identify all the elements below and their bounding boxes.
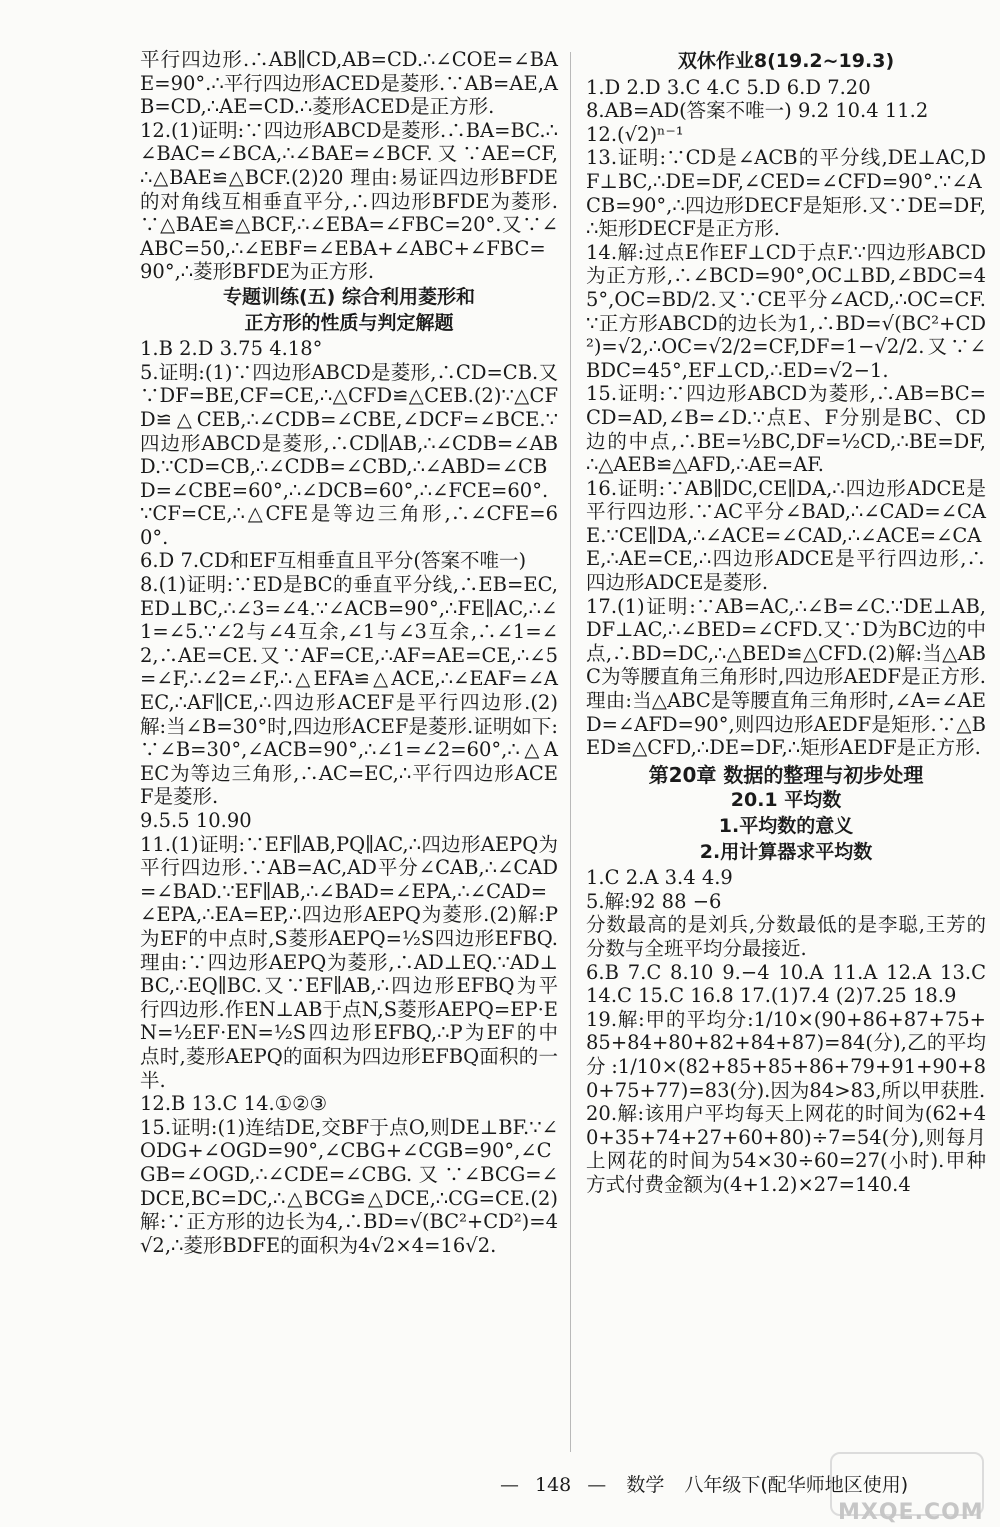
- section-heading: 正方形的性质与判定解题: [244, 311, 454, 334]
- answer-block: 平行四边形.∴AB∥CD,AB=CD.∴∠COE=∠BAE=90°.∴平行四边形ACED是菱形.∵AB=AE,AB=CD,∴AE=CD.∴菱形ACED是正方形.: [140, 48, 558, 119]
- page-number: 148: [535, 1474, 572, 1496]
- watermark-text: MXQE.COM: [838, 1500, 984, 1525]
- column-divider: [570, 52, 571, 1452]
- answer-block: 14.解:过点E作EF⊥CD于点F.∵四边形ABCD为正方形,∴∠BCD=90°,OC⊥BD,∠BDC=45°,OC=BD/2.又∵CE平分∠ACD,∴OC=CF.∵正方形ABCD的边长为1,∴BD=√(BC²+CD²)=√2,∴OC=√2/2=CF,DF=1−√2/2.又∵∠BDC=45°,EF⊥CD,∴ED=√2−1.: [586, 240, 986, 382]
- chapter-heading: 第20章 数据的整理与初步处理: [648, 762, 924, 787]
- answer-block: 5.证明:(1)∵四边形ABCD是菱形,∴CD=CB.又∵DF=BE,CF=CE,∴△CFD≌△CEB.(2)∵△CFD≌△CEB,∴∠CDB=∠CBE,∠DCF=∠BCE.∵四边形ABCD是菱形,∴CD∥AB,∴∠CDB=∠ABD.∵CD=CB,∴∠CDB=∠CBD,∴∠ABD=∠CBD=∠CBE=60°,∴∠DCB=60°,∴∠FCE=60°.∵CF=CE,∴△CFE是等边三角形,∴∠CFE=60°.: [140, 360, 558, 549]
- answer-block: 19.解:甲的平均分:1/10×(90+86+87+75+85+84+80+82+84+87)=84(分),乙的平均分:1/10×(82+85+85+86+79+91+90+80+75+77)=83(分).因为84>83,所以甲获胜.: [586, 1007, 986, 1102]
- footer-dash: —: [587, 1474, 607, 1496]
- footer-dash: —: [500, 1474, 519, 1496]
- left-column: [140, 48, 558, 1257]
- answer-block: 17.(1)证明:∵AB=AC,∴∠B=∠C.∵DE⊥AB,DF⊥AC,∴∠BED=∠CFD.又∵D为BC边的中点,∴BD=DC,∴△BED≌△CFD.(2)解:当△ABC为等腰直角三角形时,四边形AEDF是正方形.理由:当△ABC是等腰直角三角形时,∠A=∠AED=∠AFD=90°,则四边形AEDF是矩形.∵△BED≌△CFD,∴DE=DF,∴矩形AEDF是正方形.: [586, 594, 986, 760]
- answer-block: 15.证明:∵四边形ABCD为菱形,∴AB=BC=CD=AD,∠B=∠D.∵点E、F分别是BC、CD边的中点,∴BE=½BC,DF=½CD,∴BE=DF,∴△AEB≌△AFD,∴AE=AF.: [586, 382, 986, 477]
- answer-block: 11.(1)证明:∵EF∥AB,PQ∥AC,∴四边形AEPQ为平行四边形.∵AB=AC,AD平分∠CAB,∴∠CAD=∠BAD.∵EF∥AB,∴∠BAD=∠EPA,∴∠CAD=∠EPA,∴EA=EP,∴四边形AEPQ为菱形.(2)解:P为EF的中点时,S菱形AEPQ=½S四边形EFBQ.理由:∵四边形AEPQ为菱形,∴AD⊥EQ.∵AD⊥BC,∴EQ∥BC.又∵EF∥AB,∴四边形EFBQ为平行四边形.作EN⊥AB于点N,S菱形AEPQ=EP·EN=½EF·EN=½S四边形EFBQ,∴P为EF的中点时,菱形AEPQ的面积为四边形EFBQ面积的一半.: [140, 832, 558, 1092]
- footer-subject: 数学: [626, 1474, 665, 1496]
- right-column: [586, 48, 986, 1197]
- answer-block: 15.证明:(1)连结DE,交BF于点O,则DE⊥BF.∵∠ODG+∠OGD=90°,∠CBG+∠CGB=90°,∠CGB=∠OGD,∴∠CDE=∠CBG.又∵∠BCG=∠DCE,BC=DC,∴△BCG≌△DCE,∴CG=CE.(2)解:∵正方形的边长为4,∴BD=√(BC²+CD²)=4√2,∴菱形BDFE的面积为4√2×4=16√2.: [140, 1115, 558, 1257]
- answer-block: 12.(1)证明:∵四边形ABCD是菱形.∴BA=BC.∴∠BAC=∠BCA,∴∠BAE=∠BCF.又∵AE=CF,∴△BAE≌△BCF.(2)20 理由:易证四边形BFDE的对角线互相垂直平分,∴四边形BFDE为菱形.∵△BAE≌△BCF,∴∠EBA=∠FBC=20°.又∵∠ABC=50,∴∠EBF=∠EBA+∠ABC+∠FBC=90°,∴菱形BFDE为正方形.: [140, 118, 559, 284]
- section-heading: 2.用计算器求平均数: [699, 840, 873, 863]
- answer-block: 1.C 2.A 3.4 4.9: [586, 866, 733, 890]
- section-heading: 专题训练(五) 综合利用菱形和: [223, 285, 475, 308]
- answer-block: 分数最高的是刘兵,分数最低的是李聪,王芳的分数与全班平均分最接近.: [586, 913, 986, 960]
- answer-block: 12.(√2)ⁿ⁻¹: [586, 122, 684, 146]
- answer-block: 6.B 7.C 8.10 9.−4 10.A 11.A 12.A 13.C 14.C 15.C 16.8 17.(1)7.4 (2)7.25 18.9: [586, 960, 986, 1008]
- answer-block: 13.证明:∵CD是∠ACB的平分线,DE⊥AC,DF⊥BC,∴DE=DF,∠CED=∠CFD=90°.∵∠ACB=90°,∴四边形DECF是矩形.又∵DE=DF,∴矩形DECF是正方形.: [586, 146, 986, 241]
- footer-grade: 八年级下(配华师地区使用): [684, 1474, 909, 1496]
- answer-block: 12.B 13.C 14.①②③: [140, 1092, 328, 1116]
- answer-block: 6.D 7.CD和EF互相垂直且平分(答案不唯一): [140, 549, 527, 573]
- answer-block: 1.B 2.D 3.75 4.18°: [140, 337, 323, 361]
- section-heading: 1.平均数的意义: [718, 815, 854, 837]
- section-heading: 20.1 平均数: [730, 789, 842, 812]
- section-heading: 双休作业8(19.2~19.3): [677, 50, 895, 72]
- answer-block: 20.解:该用户平均每天上网花的时间为(62+40+35+74+27+60+80)÷7=54(分),则每月上网花的时间为54×30÷60=27(小时).甲种方式付费金额为(4+1.2)×27=140.4: [586, 1102, 986, 1196]
- answer-block: 5.解:92 88 −6: [586, 889, 722, 913]
- answer-block: 8.(1)证明:∵ED是BC的垂直平分线,∴EB=EC,ED⊥BC,∴∠3=∠4.∵∠ACB=90°,∴FE∥AC,∴∠1=∠5.∵∠2与∠4互余,∠1与∠3互余,∴∠1=∠2,∴AE=CE.又∵AF=CE,∴AF=AE=CE,∴∠5=∠F,∴∠2=∠F,∴△EFA≌△ACE,∴∠EAF=∠AEC,∴AF∥CE,∴四边形ACEF是平行四边形.(2)解:当∠B=30°时,四边形ACEF是菱形.证明如下:∵∠B=30°,∠ACB=90°,∴∠1=∠2=60°,∴△AEC为等边三角形,∴AC=EC,∴平行四边形ACEF是菱形.: [140, 573, 558, 809]
- answer-block: 1.D 2.D 3.C 4.C 5.D 6.D 7.20: [586, 75, 871, 99]
- answer-block: 16.证明:∵AB∥DC,CE∥DA,∴四边形ADCE是平行四边形.∵AC平分∠BAD,∴∠CAD=∠CAE.∵CE∥DA,∴∠ACE=∠CAD,∴∠ACE=∠CAE,∴AE=CE,∴四边形ADCE是平行四边形,∴四边形ADCE是菱形.: [586, 476, 986, 595]
- answer-block: 9.5.5 10.90: [140, 809, 252, 832]
- answer-block: 8.AB=AD(答案不唯一) 9.2 10.4 11.2: [586, 99, 929, 123]
